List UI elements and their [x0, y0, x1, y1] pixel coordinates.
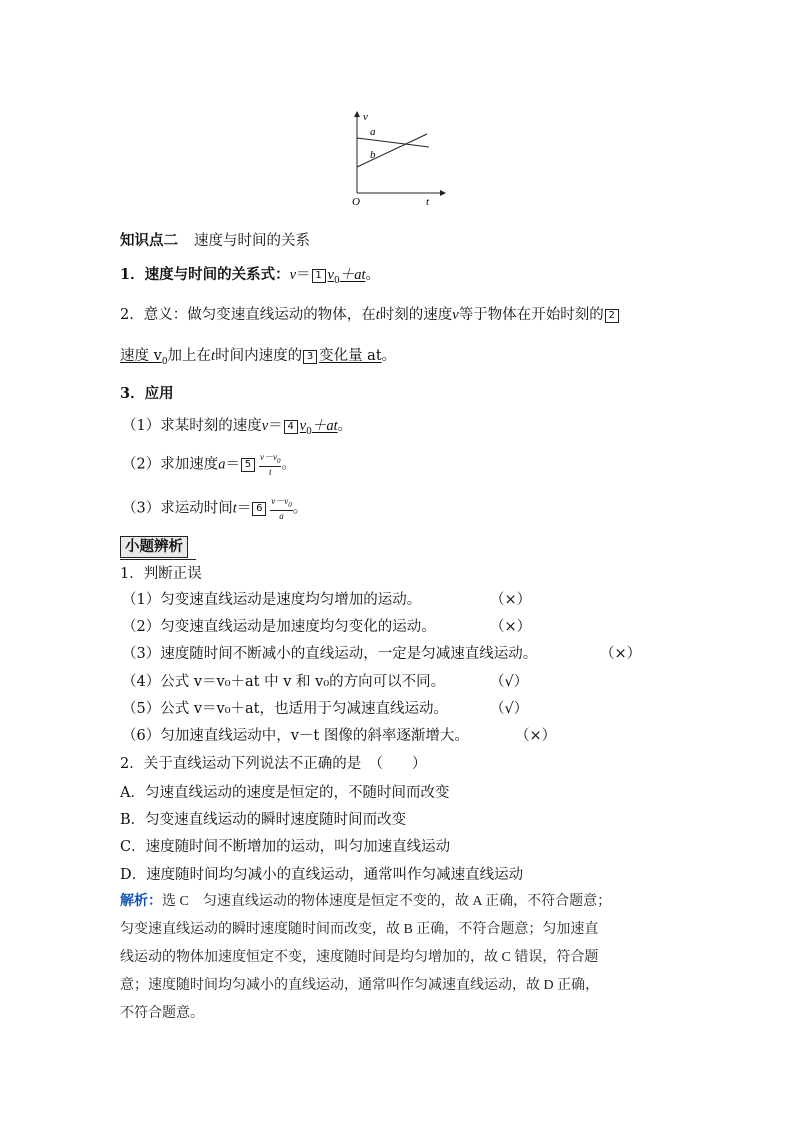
- judgement-item: （2）匀变速直线运动是加速度均匀变化的运动。: [122, 619, 436, 635]
- origin-label: O: [352, 196, 360, 208]
- option-b: B．匀变速直线运动的瞬时速度随时间而改变: [120, 812, 407, 828]
- answer-4: $v_0+at$: [299, 418, 338, 437]
- tag-underline: [120, 559, 196, 560]
- option-a: A．匀速直线运动的速度是恒定的，不随时间而改变: [120, 785, 450, 801]
- blank-number-5: 5: [241, 458, 255, 472]
- vt-graph: [340, 108, 450, 208]
- question-1-title: 1．判断正误: [120, 566, 202, 582]
- section-subtitle: 速度与时间的关系: [194, 233, 310, 249]
- blank-number-2: 2: [605, 309, 619, 323]
- blank-number-4: 4: [284, 420, 298, 434]
- judgement-item: （4）公式 v＝v₀＋at 中 v 和 v₀的方向可以不同。: [122, 674, 446, 690]
- answer-1: $v_0+at$: [327, 267, 366, 286]
- section-title: 知识点二: [120, 232, 178, 249]
- solution-line-2: 匀变速直线运动的瞬时速度随时间而改变，故 B 正确，不符合题意；匀加速直: [120, 922, 599, 937]
- option-d: D．速度随时间均匀减小的直线运动，通常叫作匀减速直线运动: [120, 867, 524, 883]
- solution-line-5: 不符合题意。: [120, 1006, 204, 1021]
- y-axis-label: v: [363, 111, 368, 123]
- judgement-item: （1）匀变速直线运动是速度均匀增加的运动。: [122, 592, 422, 608]
- section-heading: [120, 229, 310, 250]
- line-a-label: a: [370, 126, 376, 138]
- answer-2: 速度 $v_0$: [120, 348, 168, 367]
- blank-number-6: 6: [252, 502, 266, 516]
- solution-line-3: 线运动的物体加速度恒定不变，速度随时间是均匀增加的，故 C 错误，符合题: [120, 950, 599, 965]
- application-title: 3．应用: [120, 385, 174, 402]
- solution-line-4: 意；速度随时间均匀减小的直线运动，通常叫作匀减速直线运动，故 D 正确，: [120, 978, 600, 993]
- application-1: （1）求某时刻的速度v＝ 4 $v_0+at$。: [122, 418, 353, 437]
- question-2-title: 2．关于直线运动下列说法不正确的是 （ ）: [120, 756, 427, 772]
- x-axis-label: t: [426, 196, 430, 208]
- application-2: （2）求加速度a＝ 5 $\frac{v-v_0}{t}$ 。: [122, 452, 296, 477]
- formula-line: 1．速度与时间的关系式：v＝ 1 $v_0+at$。: [120, 266, 380, 286]
- judgement-item: （3）速度随时间不断减小的直线运动，一定是匀减速直线运动。: [122, 646, 538, 662]
- answer-5-fraction: $\frac{v-v_0}{t}$: [259, 452, 281, 477]
- practice-tag: 小题辨析: [120, 536, 188, 558]
- judgement-mark: （√）: [490, 674, 529, 690]
- judgement-mark: （×）: [490, 592, 532, 608]
- line-a: [357, 138, 429, 147]
- blank-number-3: 3: [303, 350, 317, 364]
- solution-line-1: 解析：选 C 匀速直线运动的物体速度是恒定不变的，故 A 正确，不符合题意；: [120, 894, 612, 909]
- application-3: （3）求运动时间t＝ 6 $\frac{v-v_0}{a}$ 。: [122, 496, 308, 521]
- line-b-label: b: [370, 149, 376, 161]
- solution-label: 解析：: [120, 894, 162, 909]
- judgement-mark: （×）: [515, 728, 557, 744]
- judgement-mark: （√）: [490, 701, 529, 717]
- judgement-item: （6）匀加速直线运动中，v－t 图像的斜率逐渐增大。: [122, 728, 469, 744]
- meaning-line-2: 速度 $v_0$加上在t时间内速度的 3 变化量 at。: [120, 348, 397, 367]
- judgement-item: （5）公式 v＝v₀＋at，也适用于匀减速直线运动。: [122, 701, 449, 717]
- answer-3: 变化量 at: [319, 348, 382, 364]
- answer-6-fraction: $\frac{v-v_0}{a}$: [271, 496, 292, 521]
- option-c: C．速度随时间不断增加的运动，叫匀加速直线运动: [120, 839, 451, 855]
- judgement-mark: （×）: [600, 646, 642, 662]
- meaning-line-1: 2．意义：做匀变速直线运动的物体，在t时刻的速度v等于物体在开始时刻的 2: [120, 303, 621, 324]
- judgement-mark: （×）: [490, 619, 532, 635]
- blank-number-1: 1: [312, 269, 326, 283]
